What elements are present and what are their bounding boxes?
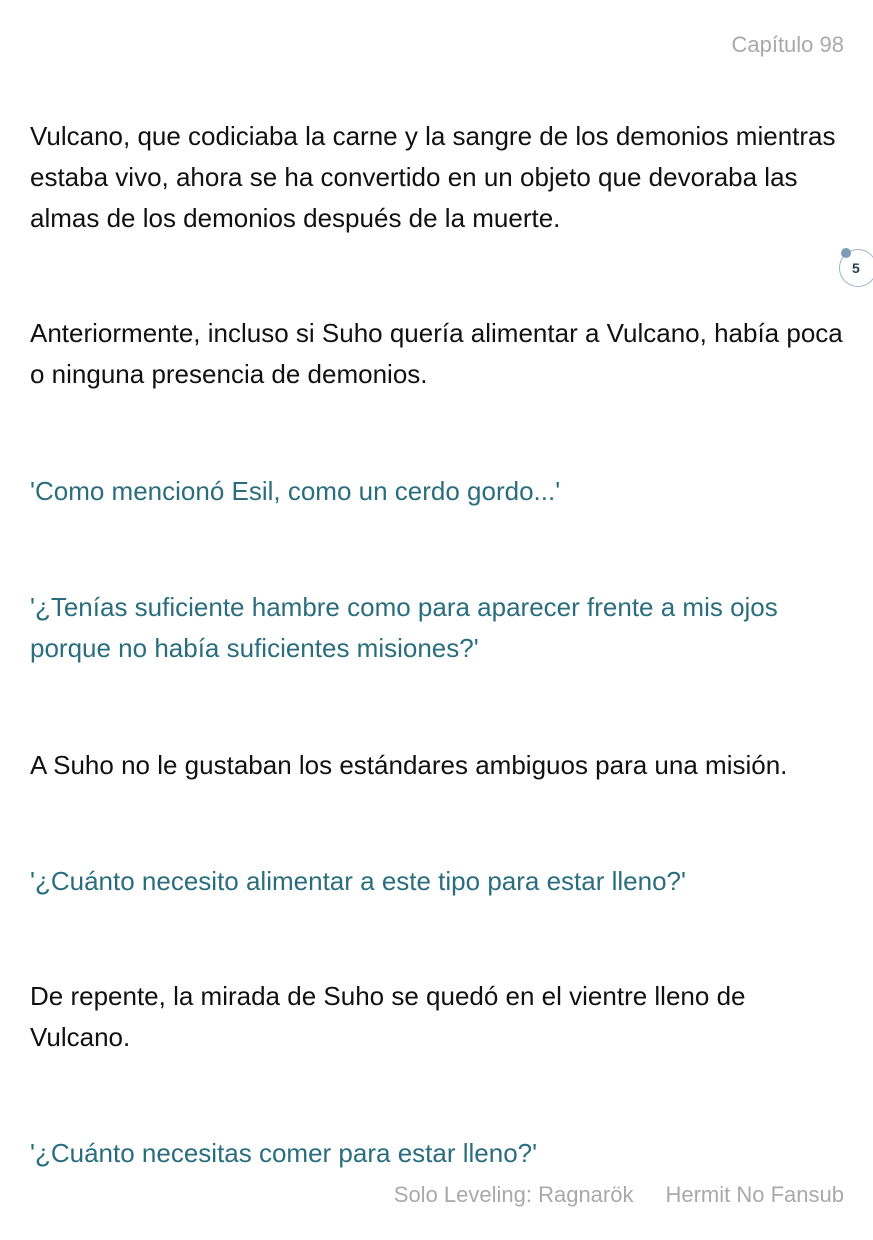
paragraph-thought: '¿Tenías suficiente hambre como para aparecer frente a mis ojos porque no había suficientes misiones?' <box>30 592 778 663</box>
paragraph-narration: A Suho no le gustaban los estándares ambiguos para una misión. <box>30 750 788 780</box>
paragraph-thought: '¿Cuánto necesito alimentar a este tipo para estar lleno?' <box>30 866 686 896</box>
paragraph-thought: '¿Cuánto necesitas comer para estar lleno?' <box>30 1138 538 1168</box>
paragraph-thought: 'Como mencionó Esil, como un cerdo gordo...' <box>30 476 561 506</box>
chapter-title: Capítulo 98 <box>731 32 844 57</box>
paragraph-narration: Anteriormente, incluso si Suho quería alimentar a Vulcano, había poca o ninguna presencia de demonios. <box>30 318 843 389</box>
translator-credit: Hermit No Fansub <box>665 1182 844 1207</box>
book-title: Solo Leveling: Ragnarök <box>393 1182 634 1207</box>
bookmark-dot-icon <box>841 248 851 258</box>
paragraph-narration: De repente, la mirada de Suho se quedó en el vientre lleno de Vulcano. <box>30 981 746 1052</box>
page-number: 5 <box>852 260 860 276</box>
paragraph-narration: Vulcano, que codiciaba la carne y la sangre de los demonios mientras estaba vivo, ahora se ha convertido en un objeto que devoraba las almas de los demonios después de la muerte. <box>30 121 836 233</box>
footer <box>394 1182 844 1208</box>
